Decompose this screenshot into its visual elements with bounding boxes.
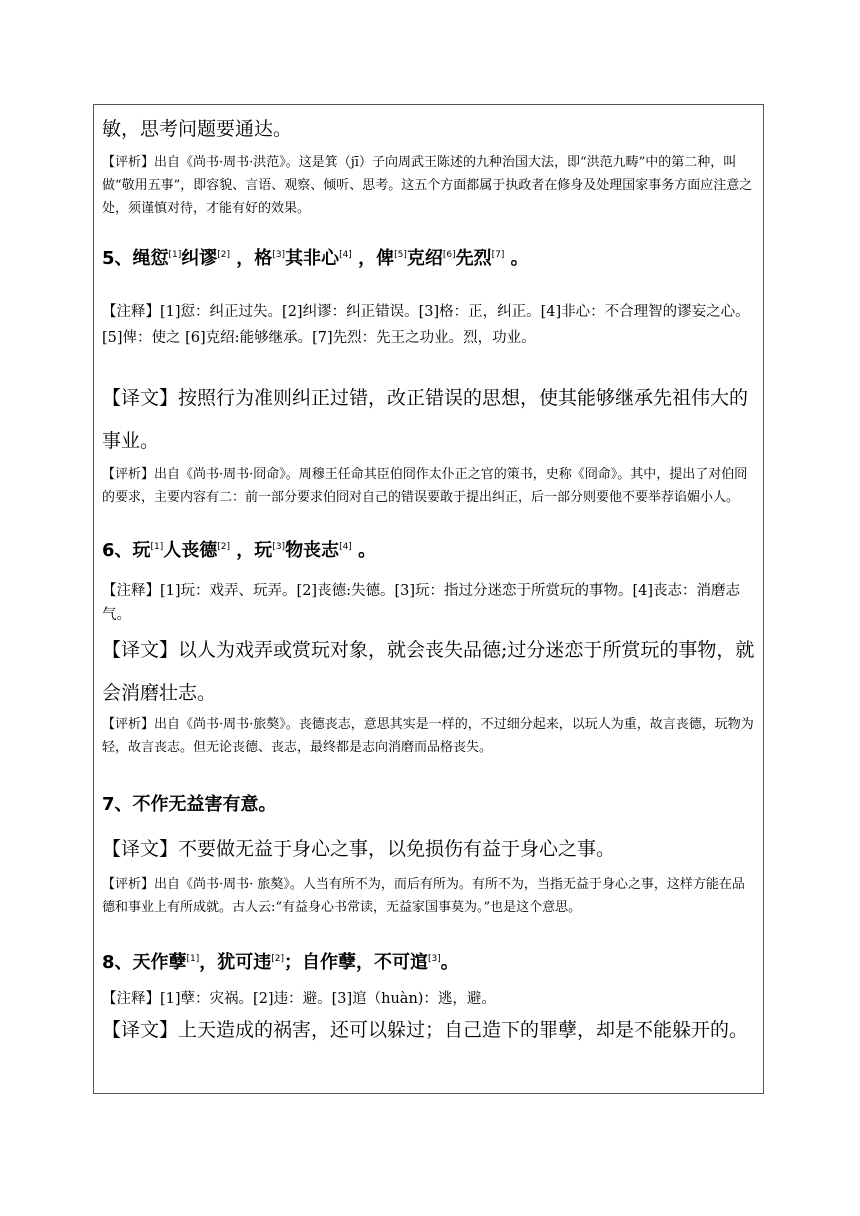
commentary-4: 【评析】出自《尚书·周书·洪范》。这是箕（jī）子向周武王陈述的九种治国大法，即“洪范九畴”中的第二种，叫做“敬用五事”，即容貌、言语、观察、倾听、思考。这五个方面都属于执政者在修身及处理国家事务方面应注意之处，须谨慎对待，才能有好的效果。 (102, 155, 753, 216)
notes-5: 【注释】[1]愆：纠正过失。[2]纠谬：纠正错误。[3]格：正，纠正。[4]非心：不合理智的谬妄之心。[5]俾：使之 [6]克绍:能够继承。[7]先烈：先王之功业。烈，功业。 (102, 304, 750, 346)
translation-6: 【译文】以人为戏弄或赏玩对象，就会丧失品德;过分迷恋于所赏玩的事物，就会消磨壮志。 (102, 639, 755, 704)
content-frame (93, 104, 764, 1094)
continued-line: 敏，思考问题要通达。 (102, 118, 293, 140)
commentary-7: 【评析】出自《尚书·周书· 旅獒》。人当有所不为，而后有所为。有所不为，当指无益于身心之事，这样方能在品德和事业上有所成就。古人云:“有益身心书常读，无益家国事莫为。”也是这个意思。 (102, 877, 745, 915)
translation-7: 【译文】不要做无益于身心之事，以免损伤有益于身心之事。 (102, 838, 616, 860)
notes-8: 【注释】[1]孽：灾祸。[2]违：避。[3]逭（huàn)：逃，避。 (102, 991, 496, 1007)
commentary-5: 【评析】出自《尚书·周书·冏命》。周穆王任命其臣伯冏作太仆正之官的策书，史称《冏命》。其中，提出了对伯冏的要求，主要内容有二：前一部分要求伯冏对自己的错误要敢于提出纠正，后一部分则要他不要举荐谄媚小人。 (102, 467, 748, 505)
heading-8: 8、天作孽[1]，犹可违[2]；自作孽，不可逭[3]。 (102, 952, 459, 973)
heading-7: 7、不作无益害有意。 (102, 794, 277, 815)
translation-5: 【译文】按照行为准则纠正过错，改正错误的思想，使其能够继承先祖伟大的事业。 (102, 387, 749, 452)
translation-8: 【译文】上天造成的祸害，还可以躲过；自己造下的罪孽，却是不能躲开的。 (102, 1019, 749, 1041)
heading-5: 5、绳愆[1]纠谬[2] ，格[3]其非心[4] ，俾[5]克绍[6]先烈[7] 。 (102, 248, 529, 269)
notes-6: 【注释】[1]玩：戏弄、玩弄。[2]丧德:失德。[3]玩：指过分迷恋于所赏玩的事物。[4]丧志：消磨志气。 (102, 583, 741, 623)
commentary-6: 【评析】出自《尚书·周书·旅獒》。丧德丧志，意思其实是一样的，不过细分起来，以玩人为重，故言丧德，玩物为轻，故言丧志。但无论丧德、丧志，最终都是志向消磨而品格丧失。 (102, 717, 754, 755)
heading-6: 6、玩[1]人丧德[2] ，玩[3]物丧志[4] 。 (102, 540, 377, 561)
